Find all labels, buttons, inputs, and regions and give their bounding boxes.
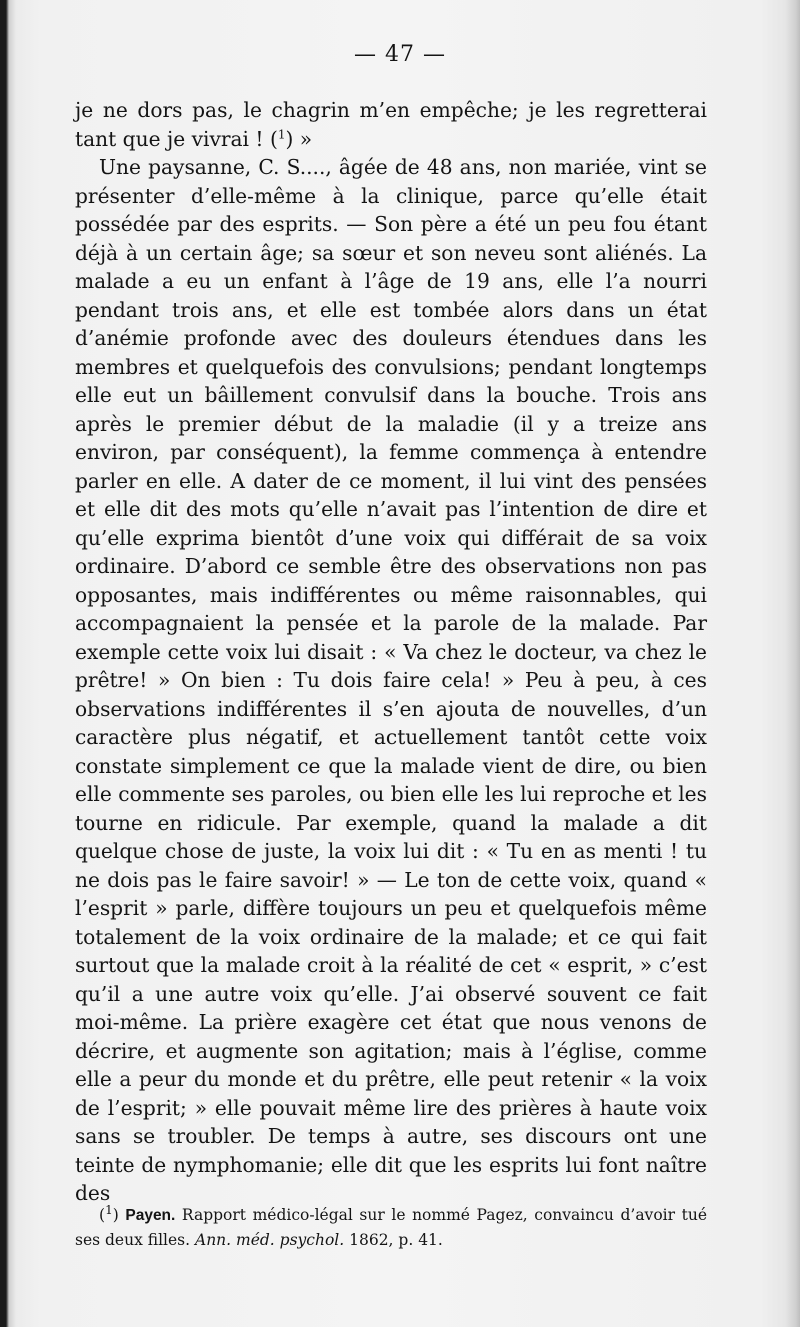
- paragraph: Une paysanne, C. S...., âgée de 48 ans, non mariée, vint se présenter d’elle-même à la clinique, parce qu’elle était possédée par des esprits. — Son père a été un peu fou étant déjà à un certain âge; sa sœur et son neveu sont aliénés. La malade a eu un enfant à l’âge de 19 ans, elle l’a nourri pendant trois ans, et elle est tombée alors dans un état d’anémie profonde avec des douleurs étendues dans les membres et quelquefois des convulsions; pendant longtemps elle eut un bâillement convulsif dans la bouche. Trois ans après le premier début de la maladie (il y a treize ans environ, par conséquent), la femme commença à entendre parler en elle. A dater de ce moment, il lui vint des pensées et elle dit des mots qu’elle n’avait pas l’intention de dire et qu’elle exprima bientôt d’une voix qui différait de sa voix ordinaire. D’abord ce semble être des observations non pas opposantes, mais indifférentes ou même raisonnables, qui accompagnaient la pensée et la parole de la malade. Par exemple cette voix lui disait : « Va chez le docteur, va chez le prêtre! » On bien : Tu dois faire cela! » Peu à peu, à ces observations indifférentes il s’en ajouta de nouvelles, d’un caractère plus négatif, et actuellement tantôt cette voix constate simplement ce que la malade vient de dire, ou bien elle commente ses paroles, ou bien elle les lui reproche et les tourne en ridicule. Par exemple, quand la malade a dit quelque chose de juste, la voix lui dit : « Tu en as menti ! tu ne dois pas le faire savoir! » — Le ton de cette voix, quand « l’esprit » parle, diffère toujours un peu et quelquefois même totalement de la voix ordinaire de la malade; et ce qui fait surtout que la malade croit à la réalité de cet « esprit, » c’est qu’il a une autre voix qu’elle. J’ai observé souvent ce fait moi-même. La prière exagère cet état que nous venons de décrire, et augmente son agitation; mais à l’église, comme elle a peur du monde et du prêtre, elle peut retenir « la voix de l’esprit; » elle pouvait même lire des prières à haute voix sans se troubler. De temps à autre, ses discours ont une teinte de nymphomanie; elle dit que les esprits lui font naître des: [75, 155, 707, 1205]
- footnote-author: Payen.: [125, 1207, 176, 1224]
- body-text: [75, 96, 707, 1208]
- footnote-year-page: 1862, p. 41.: [344, 1231, 443, 1249]
- footnote-journal: Ann. méd. psychol.: [195, 1231, 345, 1249]
- paragraph-text: ) »: [285, 126, 313, 151]
- paragraph-continuation: [75, 96, 707, 153]
- footnote-text: Rapport médico-légal sur le nommé Pagez, convaincu d’avoir tué ses deux filles.: [75, 1206, 707, 1249]
- footnote: [75, 1203, 707, 1252]
- footnote-reference[interactable]: 1: [277, 126, 286, 141]
- paragraph-text: je ne dors pas, le chagrin m’en empêche; je les regretterai tant que je vivrai ! (: [75, 98, 707, 151]
- page-number: — 47 —: [354, 42, 446, 67]
- footnote-marker: ($^1$): [99, 1202, 119, 1224]
